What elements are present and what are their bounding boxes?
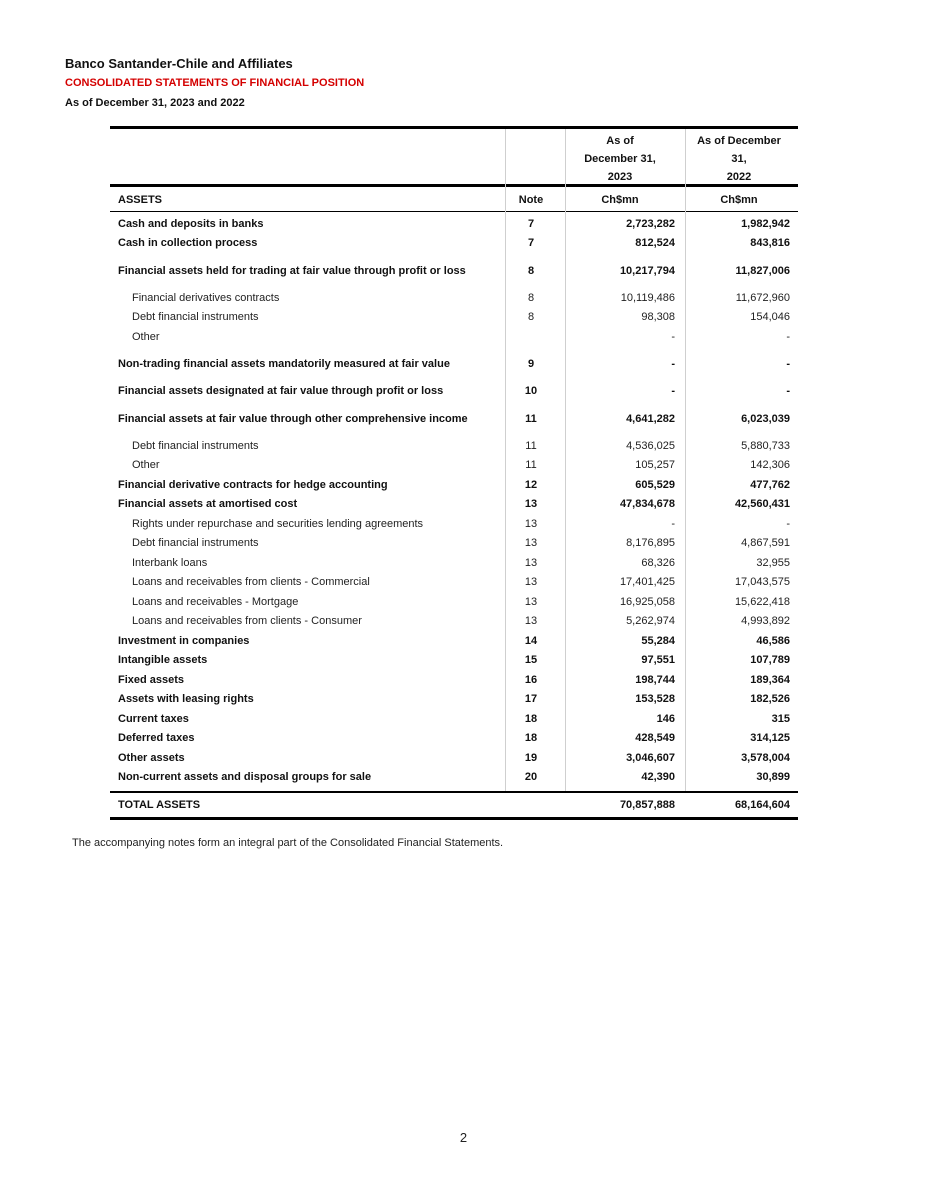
row-note: 12 xyxy=(524,478,538,491)
row-note: 20 xyxy=(524,771,538,784)
row-value-2022: 46,586 xyxy=(756,634,790,647)
row-value-2022: 107,789 xyxy=(750,654,790,667)
row-label: Current taxes xyxy=(118,712,189,725)
row-value-2022: - xyxy=(786,330,790,343)
row-note xyxy=(505,327,557,347)
unit-2023-header: Ch$mn xyxy=(601,194,639,206)
table-row xyxy=(110,729,798,749)
row-value-2023: 153,528 xyxy=(635,693,675,706)
row-value-2022: 17,043,575 xyxy=(734,576,790,589)
row-note: 13 xyxy=(524,615,538,628)
row-value-2023: 428,549 xyxy=(635,732,675,745)
row-label: Non-trading financial assets mandatorily measured at fair value xyxy=(118,358,450,370)
total-assets-2022: 68,164,604 xyxy=(734,799,790,811)
row-label: Loans and receivables from clients - Commercial xyxy=(132,576,370,589)
row-label: Cash in collection process xyxy=(118,237,258,250)
column-heading-2023-line3: 2023 xyxy=(607,171,633,183)
company-name: Banco Santander-Chile and Affiliates xyxy=(65,56,293,71)
row-note: 7 xyxy=(527,237,535,250)
row-label: Non-current assets and disposal groups for sale xyxy=(118,771,372,784)
row-note: 13 xyxy=(524,595,538,608)
row-note: 13 xyxy=(524,517,538,530)
column-heading-rule xyxy=(110,184,798,187)
table-row xyxy=(110,253,798,288)
table-row xyxy=(110,651,798,671)
row-value-2023: 4,641,282 xyxy=(626,412,675,425)
row-value-2023: - xyxy=(671,517,675,530)
row-label: Loans and receivables from clients - Consumer xyxy=(132,615,362,628)
table-row xyxy=(110,612,798,632)
row-value-2022: 6,023,039 xyxy=(741,412,790,425)
table-row xyxy=(110,534,798,554)
row-note: 13 xyxy=(524,537,538,550)
table-row xyxy=(110,234,798,254)
row-label: Debt financial instruments xyxy=(132,439,259,452)
total-assets-row xyxy=(110,795,798,815)
table-row xyxy=(110,347,798,382)
total-assets-label: TOTAL ASSETS xyxy=(118,799,201,811)
row-note: 13 xyxy=(524,498,538,511)
row-value-2023: 17,401,425 xyxy=(619,576,675,589)
column-separator xyxy=(565,129,566,791)
row-label: Rights under repurchase and securities lending agreements xyxy=(132,517,424,530)
row-note: 10 xyxy=(524,385,538,398)
row-label: Other assets xyxy=(118,751,185,764)
statement-title: CONSOLIDATED STATEMENTS OF FINANCIAL POSITION xyxy=(65,77,365,89)
row-value-2023: 47,834,678 xyxy=(619,498,675,511)
row-value-2022: - xyxy=(786,385,790,398)
column-heading-2022-line3: 2022 xyxy=(726,171,752,183)
table-row xyxy=(110,553,798,573)
row-value-2022: 142,306 xyxy=(750,459,790,472)
row-label: Financial assets held for trading at fair value through profit or loss xyxy=(118,264,466,277)
column-heading-2023-line1: As of xyxy=(606,135,634,147)
table-row xyxy=(110,436,798,456)
table-row xyxy=(110,573,798,593)
row-value-2022: 477,762 xyxy=(750,478,790,491)
row-value-2022: 30,899 xyxy=(756,771,790,784)
row-value-2022: 32,955 xyxy=(756,556,790,569)
row-label: Financial assets at amortised cost xyxy=(118,498,298,511)
row-label: Loans and receivables - Mortgage xyxy=(132,595,299,608)
assets-section-label: ASSETS xyxy=(118,194,163,206)
row-note: 11 xyxy=(525,439,537,452)
row-value-2023: 812,524 xyxy=(635,237,675,250)
column-heading-2022-line2: 31, xyxy=(731,153,747,165)
row-value-2023: 3,046,607 xyxy=(626,751,675,764)
row-note: 19 xyxy=(524,751,538,764)
page-number: 2 xyxy=(459,1130,468,1145)
row-value-2022: 154,046 xyxy=(750,311,790,324)
row-label: Interbank loans xyxy=(132,556,208,569)
table-row xyxy=(110,308,798,328)
row-value-2023: 198,744 xyxy=(635,673,675,686)
assets-header-row xyxy=(110,191,798,209)
row-note: 18 xyxy=(524,712,538,725)
row-value-2023: - xyxy=(671,385,675,398)
row-value-2023: 10,217,794 xyxy=(619,264,675,277)
table-row xyxy=(110,748,798,768)
row-label: Other xyxy=(132,330,160,343)
row-label: Fixed assets xyxy=(118,673,185,686)
column-separator xyxy=(685,129,686,791)
row-label: Deferred taxes xyxy=(118,732,195,745)
table-row xyxy=(110,475,798,495)
row-value-2022: 1,982,942 xyxy=(741,217,790,230)
row-note: 17 xyxy=(524,693,538,706)
table-row xyxy=(110,768,798,788)
row-value-2023: 16,925,058 xyxy=(619,595,675,608)
table-row xyxy=(110,709,798,729)
column-heading-2023 xyxy=(565,132,675,186)
column-heading-2022-line1: As of December xyxy=(697,135,781,147)
row-label: Financial derivatives contracts xyxy=(132,291,280,304)
row-value-2022: 11,827,006 xyxy=(735,264,790,277)
row-value-2022: - xyxy=(786,358,790,370)
row-value-2023: 2,723,282 xyxy=(626,217,675,230)
row-value-2022: 42,560,431 xyxy=(734,498,790,511)
table-row xyxy=(110,592,798,612)
row-note: 14 xyxy=(524,634,538,647)
row-value-2023: 97,551 xyxy=(641,654,675,667)
row-value-2022: 314,125 xyxy=(750,732,790,745)
row-value-2023: 146 xyxy=(656,712,675,725)
total-top-rule xyxy=(110,791,798,793)
table-row xyxy=(110,631,798,651)
column-heading-2023-line2: December 31, xyxy=(584,153,656,165)
row-value-2023: 10,119,486 xyxy=(620,291,675,304)
row-value-2023: 42,390 xyxy=(641,771,675,784)
table-row xyxy=(110,495,798,515)
row-note: 16 xyxy=(524,673,538,686)
row-note: 8 xyxy=(527,311,535,324)
row-label: Financial derivative contracts for hedge accounting xyxy=(118,478,388,491)
total-assets-2023: 70,857,888 xyxy=(619,799,675,811)
row-value-2023: 5,262,974 xyxy=(626,615,675,628)
footnote: The accompanying notes form an integral part of the Consolidated Financial Statements. xyxy=(72,837,504,849)
assets-header-rule xyxy=(110,211,798,212)
row-value-2022: 4,867,591 xyxy=(741,537,790,550)
row-note: 15 xyxy=(524,654,538,667)
row-note: 9 xyxy=(527,358,535,370)
row-value-2022: - xyxy=(786,517,790,530)
row-note: 13 xyxy=(524,576,538,589)
row-note: 11 xyxy=(525,459,537,472)
row-label: Investment in companies xyxy=(118,634,250,647)
row-label: Other xyxy=(132,459,160,472)
note-column-header: Note xyxy=(518,194,544,206)
row-value-2023: 68,326 xyxy=(641,556,675,569)
row-value-2022: 15,622,418 xyxy=(734,595,790,608)
row-label: Financial assets designated at fair value through profit or loss xyxy=(118,385,444,398)
unit-2022-header: Ch$mn xyxy=(720,194,758,206)
row-note: 8 xyxy=(527,264,535,277)
table-row xyxy=(110,327,798,347)
row-value-2023: 55,284 xyxy=(641,634,675,647)
row-value-2022: 11,672,960 xyxy=(735,291,790,304)
table-row xyxy=(110,690,798,710)
row-note: 18 xyxy=(524,732,538,745)
table-row xyxy=(110,401,798,436)
row-label: Financial assets at fair value through other comprehensive income xyxy=(118,412,468,425)
table-row xyxy=(110,382,798,402)
row-value-2022: 189,364 xyxy=(750,673,790,686)
total-assets-note xyxy=(505,795,557,815)
row-value-2023: 8,176,895 xyxy=(626,537,675,550)
table-bottom-rule xyxy=(110,817,798,820)
row-note: 8 xyxy=(527,291,535,304)
row-value-2023: - xyxy=(671,330,675,343)
row-value-2023: 605,529 xyxy=(635,478,675,491)
table-row xyxy=(110,456,798,476)
column-separator xyxy=(505,129,506,791)
table-top-rule xyxy=(110,126,798,129)
row-value-2022: 315 xyxy=(771,712,790,725)
row-value-2022: 4,993,892 xyxy=(741,615,790,628)
row-note: 13 xyxy=(524,556,538,569)
row-value-2022: 843,816 xyxy=(750,237,790,250)
column-heading-2022 xyxy=(688,132,790,186)
table-row xyxy=(110,288,798,308)
table-row xyxy=(110,514,798,534)
row-value-2023: 4,536,025 xyxy=(626,439,675,452)
row-value-2022: 3,578,004 xyxy=(741,751,790,764)
table-row xyxy=(110,670,798,690)
row-value-2022: 5,880,733 xyxy=(741,439,790,452)
row-value-2023: 105,257 xyxy=(635,459,675,472)
row-note: 7 xyxy=(527,217,535,230)
table-row xyxy=(110,214,798,234)
row-value-2022: 182,526 xyxy=(750,693,790,706)
row-value-2023: 98,308 xyxy=(641,311,675,324)
row-value-2023: - xyxy=(671,358,675,370)
row-note: 11 xyxy=(525,412,537,425)
row-label: Assets with leasing rights xyxy=(118,693,254,706)
row-label: Intangible assets xyxy=(118,654,208,667)
statement-date: As of December 31, 2023 and 2022 xyxy=(65,97,245,109)
row-label: Debt financial instruments xyxy=(132,537,259,550)
row-label: Debt financial instruments xyxy=(132,311,259,324)
row-label: Cash and deposits in banks xyxy=(118,217,264,230)
